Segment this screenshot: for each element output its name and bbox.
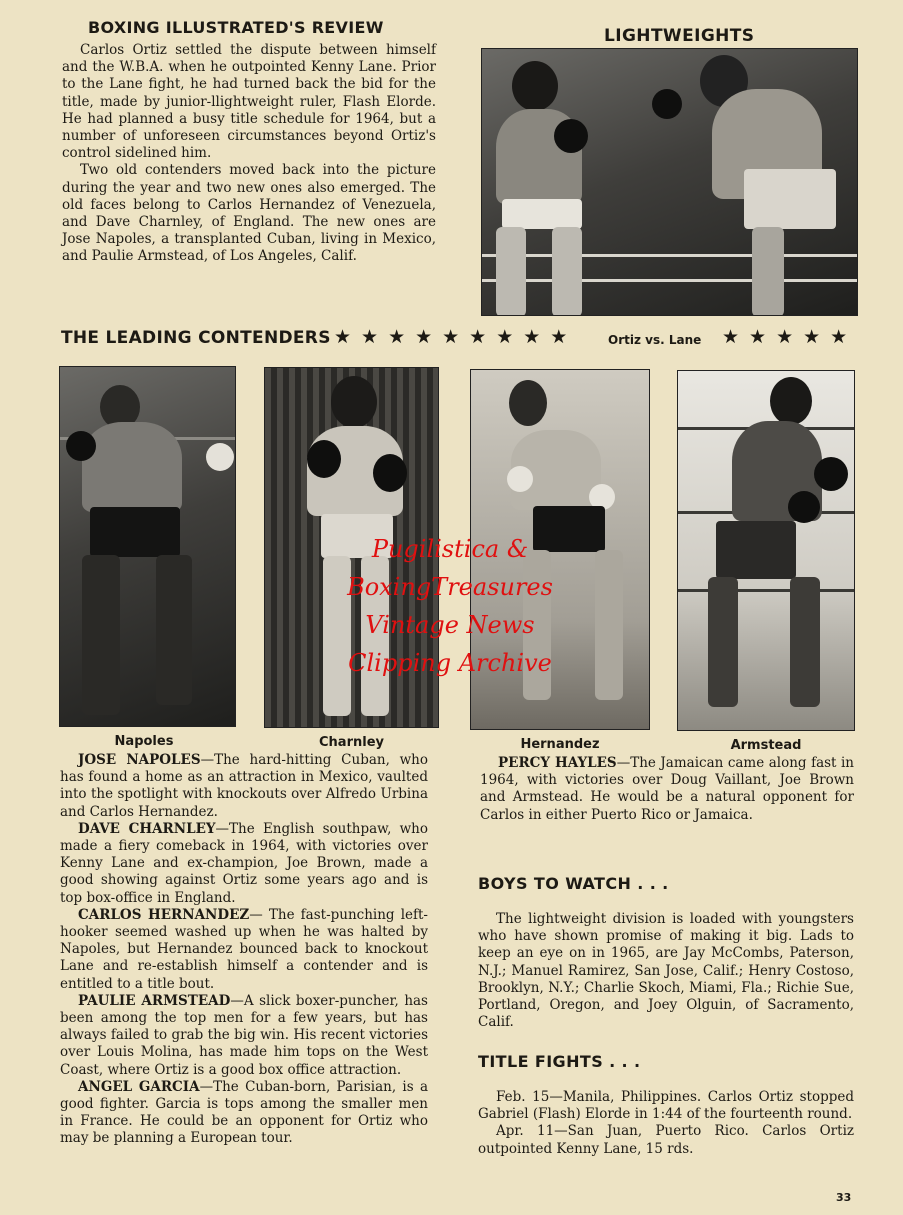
bio-name: PERCY HAYLES bbox=[498, 755, 617, 771]
bio-garcia bbox=[60, 1079, 428, 1148]
title-fights-title: TITLE FIGHTS . . . bbox=[478, 1052, 641, 1071]
napoles-photo bbox=[59, 366, 236, 727]
bio-name: ANGEL GARCIA bbox=[78, 1078, 200, 1095]
bio-hayles bbox=[480, 755, 854, 824]
watermark-line: Pugilistica & bbox=[371, 535, 529, 563]
bio-text: —The Cuban-born, Parisian, is a good fighter. Garcia is tops among the smaller men in France. He could be an opponent for Ortiz who may be planning a European tour. bbox=[60, 1078, 428, 1147]
bio-text: —The English southpaw, who made a fiery comeback in 1964, with victories over Kenny Lane and ex-champion, Joe Brown, made a good showing against Ortiz some years ago and is top box-office in England. bbox=[60, 820, 428, 906]
stars-decoration: ★★★★★★★★★ bbox=[334, 326, 578, 348]
bio-text: —The hard-hitting Cuban, who has found a home as an attraction in Mexico, vaulted into the spotlight with knockouts over Alfredo Urbina and Carlos Hernandez. bbox=[60, 752, 428, 820]
bio-text: — The fast-punching left-hooker seemed washed up when he was halted by Napoles, but Hernandez bounced back to knockout Lane and re-establish himself a contender and is entitled to a title bout. bbox=[60, 906, 428, 992]
boys-to-watch-block bbox=[478, 911, 854, 1031]
bio-napoles bbox=[60, 752, 428, 821]
leading-contenders-title: THE LEADING CONTENDERS bbox=[61, 328, 331, 348]
bio-name: JOSE NAPOLES bbox=[78, 752, 201, 768]
bio-hernandez bbox=[60, 907, 428, 993]
armstead-caption: Armstead bbox=[730, 738, 802, 753]
bio-armstead bbox=[60, 993, 428, 1079]
watermark-line: BoxingTreasures bbox=[347, 573, 553, 601]
armstead-photo bbox=[677, 370, 855, 731]
napoles-caption: Napoles bbox=[114, 734, 174, 749]
title-fight-entry: Apr. 11—San Juan, Puerto Rico. Carlos Ortiz outpointed Kenny Lane, 15 rds. bbox=[478, 1123, 854, 1157]
bio-charnley bbox=[60, 821, 428, 907]
contender-bios bbox=[60, 752, 428, 1148]
title-fight-entry: Feb. 15—Manila, Philippines. Carlos Ortiz stopped Gabriel (Flash) Elorde in 1:44 of the fourteenth round. bbox=[478, 1089, 854, 1123]
bio-name: CARLOS HERNANDEZ bbox=[78, 906, 250, 923]
intro-paragraph: Carlos Ortiz settled the dispute between himself and the W.B.A. when he outpointed Kenny Lane. Prior to the Lane fight, he had turned back the bid for the title, made by junior-llightweight ruler, Flash Elorde. He had planned a busy title schedule for 1964, but a number of unforeseen circumstances beyond Ortiz's control sidelined him. bbox=[62, 42, 436, 162]
bio-text: —A slick boxer-puncher, has been among the top men for a few years, but has always failed to grab the big win. His recent victories over Louis Molina, has made him tops on the West Coast, where Ortiz is a good box office attraction. bbox=[60, 992, 428, 1078]
stars-decoration: ★★★★★ bbox=[722, 326, 858, 348]
bio-name: PAULIE ARMSTEAD bbox=[78, 992, 231, 1009]
intro-paragraph: Two old contenders moved back into the picture during the year and two new ones also emerged. The old faces belong to Carlos Hernandez of Venezuela, and Dave Charnley, of England. The new ones are Jose Napoles, a transplanted Cuban, living in Mexico, and Paulie Armstead, of Los Angeles, Calif. bbox=[62, 162, 436, 265]
magazine-header: BOXING ILLUSTRATED'S REVIEW bbox=[88, 18, 384, 37]
watermark bbox=[300, 530, 600, 682]
title-fights-block bbox=[478, 1089, 854, 1158]
boys-to-watch-text: The lightweight division is loaded with youngsters who have shown promise of making it big. Lads to keep an eye on in 1965, are Jay McCombs, Paterson, N.J.; Manuel Ramirez, San Jose, Calif.; Henry Costoso, Brooklyn, N.Y.; Charlie Skoch, Miami, Fla.; Richie Sue, Portland, Oregon, and Joey Olguin, of Sacramento, Calif. bbox=[478, 911, 854, 1031]
hernandez-caption: Hernandez bbox=[520, 737, 600, 752]
ortiz-vs-lane-caption: Ortiz vs. Lane bbox=[608, 333, 702, 347]
boys-to-watch-title: BOYS TO WATCH . . . bbox=[478, 874, 669, 893]
charnley-caption: Charnley bbox=[319, 735, 384, 750]
page-number: 33 bbox=[836, 1191, 852, 1204]
bio-text: —The Jamaican came along fast in 1964, with victories over Doug Vaillant, Joe Brown and Armstead. He would be a natural opponent for Carlos in either Puerto Rico or Jamaica. bbox=[480, 755, 854, 823]
lightweights-title: LIGHTWEIGHTS bbox=[604, 26, 755, 46]
bio-name: DAVE CHARNLEY bbox=[78, 820, 216, 837]
intro-text bbox=[62, 42, 436, 266]
watermark-line: Clipping Archive bbox=[348, 649, 552, 677]
watermark-line: Vintage News bbox=[365, 611, 535, 639]
ortiz-vs-lane-photo bbox=[481, 48, 858, 316]
bio-hayles-block bbox=[480, 755, 854, 824]
